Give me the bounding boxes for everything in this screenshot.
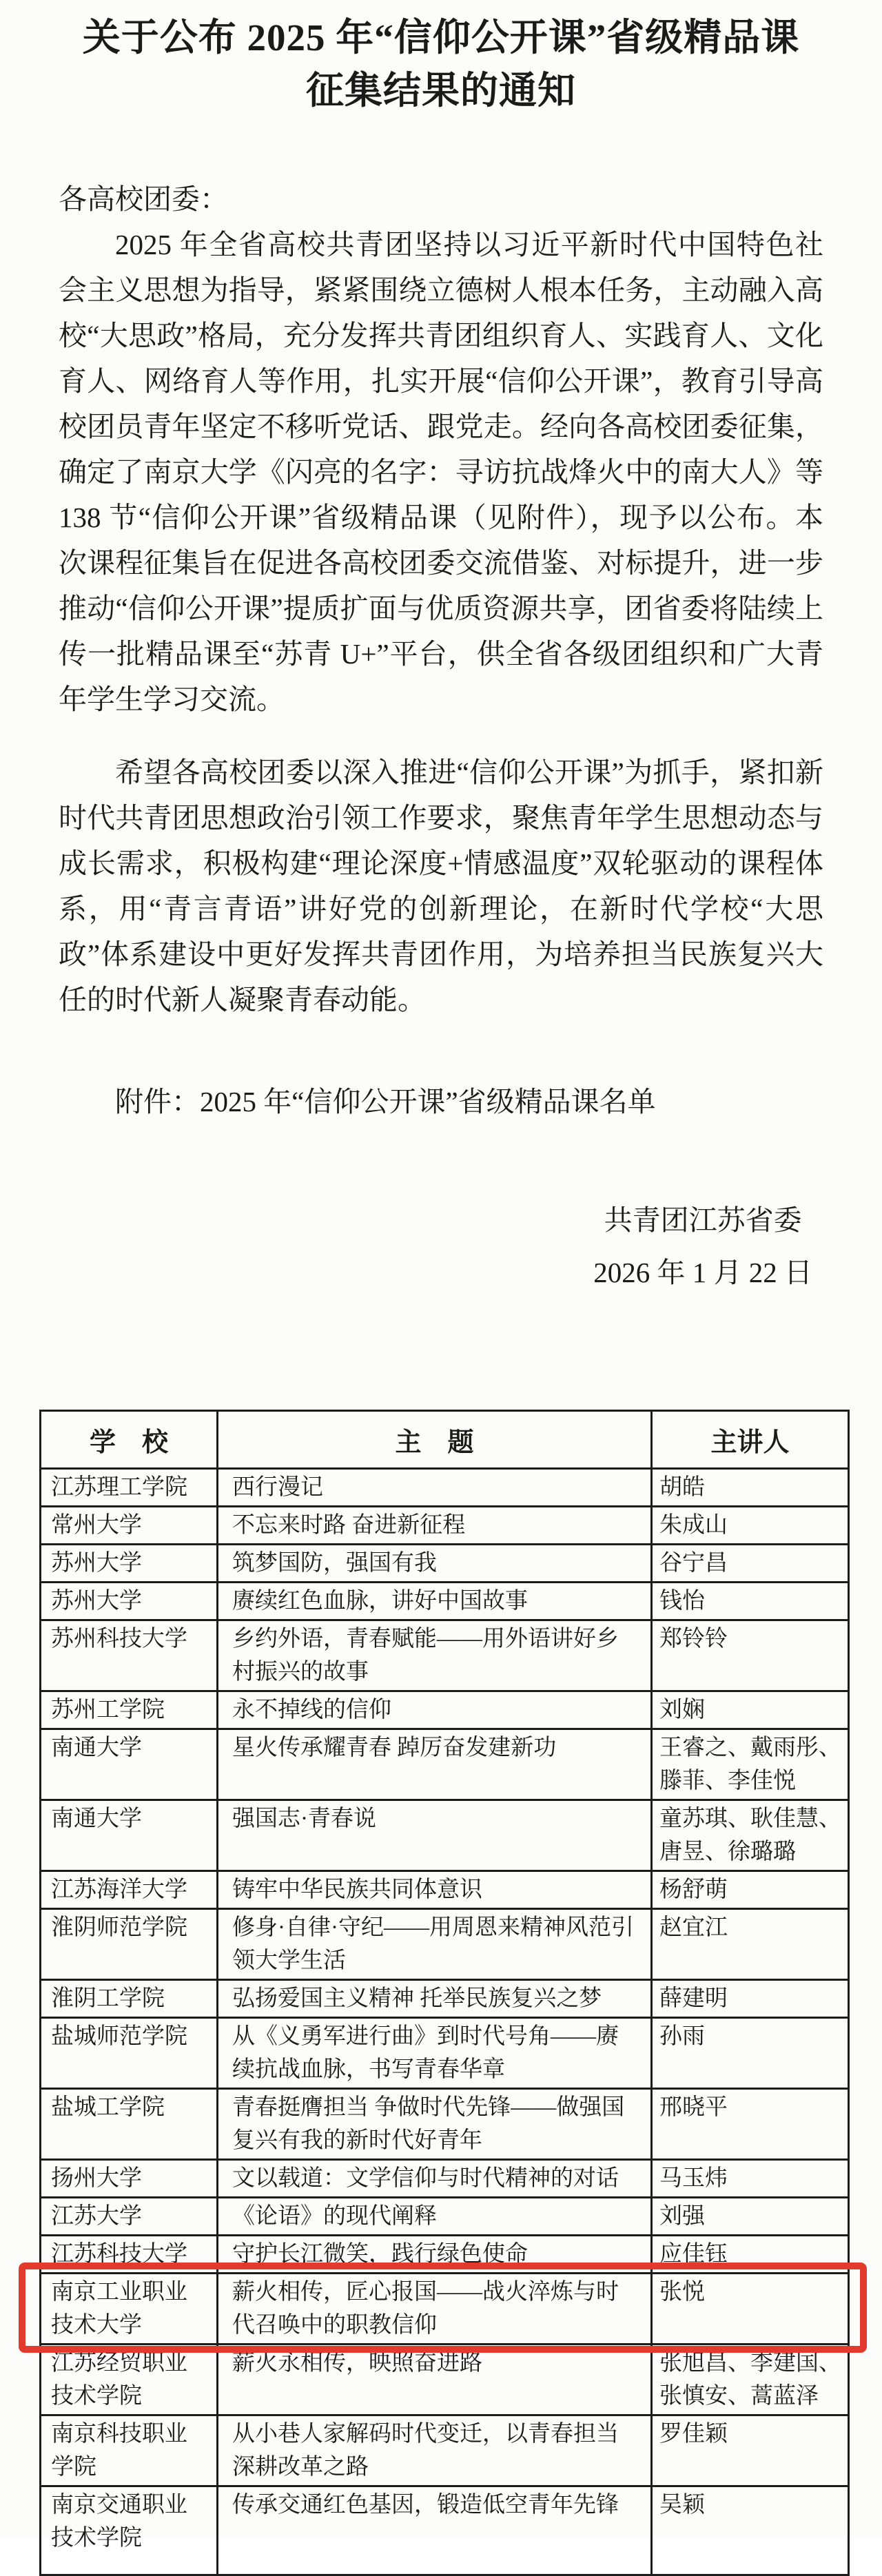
speaker-cell: 薛建明 — [652, 1980, 849, 2018]
table-row — [41, 1691, 849, 1729]
theme-cell: 《论语》的现代阐释 — [218, 2198, 652, 2236]
title-line-2: 征集结果的通知 — [305, 70, 576, 112]
speaker-cell: 应佳钰 — [652, 2236, 849, 2274]
body-paragraph-1: 2025 年全省高校共青团坚持以习近平新时代中国特色社会主义思想为指导，紧紧围绕立德树人根本任务，主动融入高校“大思政”格局，充分发挥共青团组织育人、实践育人、文化育人、网络育人等作用，扎实开展“信仰公开课”，教育引导高校团员青年坚定不移听党话、跟党走。经向各高校团委征集，确定了南京大学《闪亮的名字：寻访抗战烽火中的南大人》等 138 节“信仰公开课”省级精品课（见附件），现予以公布。本次课程征集旨在促进各高校团委交流借鉴、对标提升，进一步推动“信仰公开课”提质扩面与优质资源共享，团省委将陆续上传一批精品课至“苏青 U+”平台，供全省各级团组织和广大青年学生学习交流。 — [59, 229, 823, 715]
theme-cell: 守护长江微笑，践行绿色使命 — [218, 2236, 652, 2274]
school-cell: 江苏科技大学 — [41, 2236, 218, 2274]
table-row — [41, 2486, 849, 2575]
table-row — [41, 1545, 849, 1583]
table-row — [41, 1871, 849, 1909]
school-cell: 盐城师范学院 — [41, 2018, 218, 2089]
table-row — [41, 1583, 849, 1620]
speaker-cell: 钱怡 — [652, 1583, 849, 1620]
theme-cell: 从《义勇军进行曲》到时代号角——赓续抗战血脉，书写青春华章 — [218, 2018, 652, 2089]
school-cell: 扬州大学 — [41, 2160, 218, 2198]
table-row — [41, 2274, 849, 2345]
course-table — [39, 1410, 850, 2576]
theme-cell: 铸牢中华民族共同体意识 — [218, 1871, 652, 1909]
school-cell: 苏州大学 — [41, 1545, 218, 1583]
speaker-cell: 邢晓平 — [652, 2089, 849, 2160]
school-cell: 苏州科技大学 — [41, 1620, 218, 1691]
school-cell: 常州大学 — [41, 1507, 218, 1545]
theme-cell: 乡约外语，青春赋能——用外语讲好乡村振兴的故事 — [218, 1620, 652, 1691]
speaker-cell: 张旭昌、李建国、张慎安、蒿蓝泽 — [652, 2345, 849, 2415]
speaker-cell: 郑铃铃 — [652, 1620, 849, 1691]
theme-cell: 青春挺膺担当 争做时代先锋——做强国复兴有我的新时代好青年 — [218, 2089, 652, 2160]
speaker-cell: 孙雨 — [652, 2018, 849, 2089]
body-paragraph-2: 希望各高校团委以深入推进“信仰公开课”为抓手，紧扣新时代共青团思想政治引领工作要求，聚焦青年学生思想动态与成长需求，积极构建“理论深度+情感温度”双轮驱动的课程体系，用“青言青语”讲好党的创新理论，在新时代学校“大思政”体系建设中更好发挥共青团作用，为培养担当民族复兴大任的时代新人凝聚青春动能。 — [59, 756, 823, 1016]
table-row — [41, 2236, 849, 2274]
table-row — [41, 2345, 849, 2415]
theme-cell: 薪火相传，匠心报国——战火淬炼与时代召唤中的职教信仰 — [218, 2274, 652, 2345]
theme-cell: 赓续红色血脉，讲好中国故事 — [218, 1583, 652, 1620]
theme-cell: 星火传承耀青春 踔厉奋发建新功 — [218, 1729, 652, 1800]
school-cell: 南京交通职业技术学院 — [41, 2486, 218, 2575]
school-cell: 淮阴工学院 — [41, 1980, 218, 2018]
speaker-cell: 罗佳颖 — [652, 2415, 849, 2486]
school-cell: 淮阴师范学院 — [41, 1909, 218, 1980]
speaker-cell: 童苏琪、耿佳慧、唐昱、徐璐璐 — [652, 1800, 849, 1871]
table-row — [41, 1729, 849, 1800]
header-speaker: 主讲人 — [652, 1411, 849, 1469]
school-cell: 江苏理工学院 — [41, 1469, 218, 1507]
table-row — [41, 1909, 849, 1980]
theme-cell: 文以载道：文学信仰与时代精神的对话 — [218, 2160, 652, 2198]
theme-cell: 强国志·青春说 — [218, 1800, 652, 1871]
speaker-cell: 刘强 — [652, 2198, 849, 2236]
school-cell: 南通大学 — [41, 1800, 218, 1871]
signature-org: 共青团江苏省委 — [604, 1204, 802, 1236]
theme-cell: 薪火永相传，映照奋进路 — [218, 2345, 652, 2415]
speaker-cell: 张悦 — [652, 2274, 849, 2345]
table-row — [41, 1800, 849, 1871]
speaker-cell: 王睿之、戴雨彤、滕菲、李佳悦 — [652, 1729, 849, 1800]
table-row — [41, 1620, 849, 1691]
table-row — [41, 1980, 849, 2018]
table-row — [41, 1507, 849, 1545]
table-row — [41, 2089, 849, 2160]
signature-date: 2026 年 1 月 22 日 — [593, 1257, 812, 1288]
table-wrap — [39, 1410, 848, 2576]
speaker-cell: 马玉炜 — [652, 2160, 849, 2198]
salutation: 各高校团委： — [59, 183, 228, 215]
title-line-1: 关于公布 2025 年“信仰公开课”省级精品课 — [82, 17, 800, 59]
speaker-cell: 谷宁昌 — [652, 1545, 849, 1583]
school-cell: 南通大学 — [41, 1729, 218, 1800]
speaker-cell: 赵宜江 — [652, 1909, 849, 1980]
school-cell: 江苏经贸职业技术学院 — [41, 2345, 218, 2415]
theme-cell: 筑梦国防，强国有我 — [218, 1545, 652, 1583]
theme-cell: 弘扬爱国主义精神 托举民族复兴之梦 — [218, 1980, 652, 2018]
theme-cell: 传承交通红色基因，锻造低空青年先锋 — [218, 2486, 652, 2575]
school-cell: 江苏海洋大学 — [41, 1871, 218, 1909]
speaker-cell: 吴颖 — [652, 2486, 849, 2575]
speaker-cell: 朱成山 — [652, 1507, 849, 1545]
table-row — [41, 2018, 849, 2089]
table-row — [41, 2160, 849, 2198]
header-theme: 主 题 — [218, 1411, 652, 1469]
header-school: 学 校 — [41, 1411, 218, 1469]
theme-cell: 永不掉线的信仰 — [218, 1691, 652, 1729]
school-cell: 南京科技职业学院 — [41, 2415, 218, 2486]
school-cell: 苏州工学院 — [41, 1691, 218, 1729]
table-body — [41, 1469, 849, 2575]
school-cell: 江苏大学 — [41, 2198, 218, 2236]
document-title — [59, 11, 823, 117]
speaker-cell: 刘娴 — [652, 1691, 849, 1729]
table-header-row — [41, 1411, 849, 1469]
speaker-cell: 胡皓 — [652, 1469, 849, 1507]
school-cell: 南京工业职业技术大学 — [41, 2274, 218, 2345]
table-row — [41, 1469, 849, 1507]
attachment-line: 附件：2025 年“信仰公开课”省级精品课名单 — [115, 1086, 656, 1117]
theme-cell: 不忘来时路 奋进新征程 — [218, 1507, 652, 1545]
table-row — [41, 2415, 849, 2486]
theme-cell: 西行漫记 — [218, 1469, 652, 1507]
school-cell: 盐城工学院 — [41, 2089, 218, 2160]
theme-cell: 从小巷人家解码时代变迁，以青春担当深耕改革之路 — [218, 2415, 652, 2486]
speaker-cell: 杨舒萌 — [652, 1871, 849, 1909]
signature-inner — [593, 1199, 812, 1294]
theme-cell: 修身·自律·守纪——用周恩来精神风范引领大学生活 — [218, 1909, 652, 1980]
table-row — [41, 2198, 849, 2236]
signature-block — [59, 1199, 823, 1294]
school-cell: 苏州大学 — [41, 1583, 218, 1620]
